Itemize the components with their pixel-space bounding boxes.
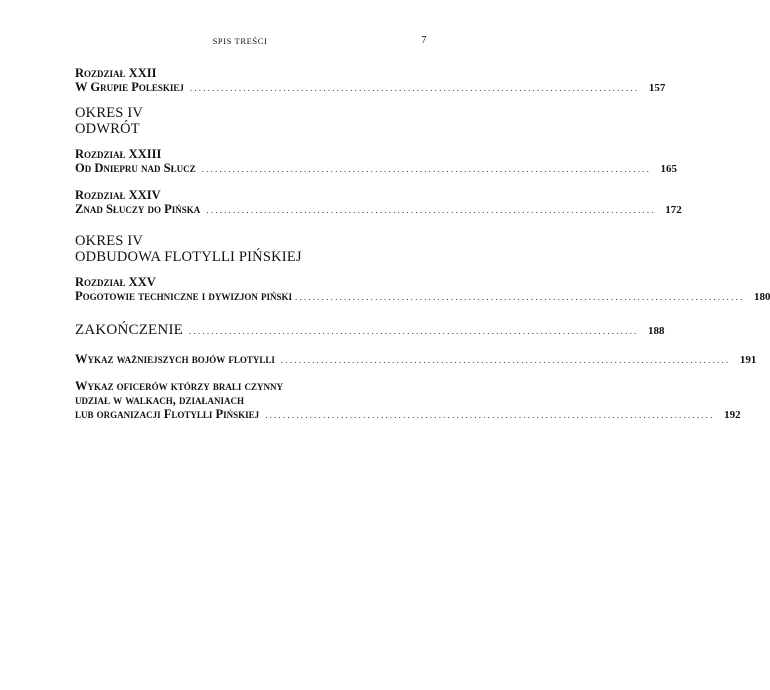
officers-title-line-1: Wykaz oficerów którzy brali czynny — [75, 379, 284, 393]
period-label: OKRES IV — [75, 233, 144, 249]
period-title: ODWRÓT — [75, 121, 140, 137]
toc-entry-battles — [75, 352, 757, 367]
chapter-page: 165 — [660, 163, 678, 175]
ending-page: 188 — [647, 325, 665, 337]
dot-leader: ..................................................................................................... — [189, 326, 639, 336]
toc-row[interactable] — [75, 161, 678, 176]
dot-leader: ..................................................................................................... — [265, 410, 715, 420]
toc-period-4-rebuild — [75, 233, 425, 265]
chapter-title: Pogotowie techniczne i dywizjon piński — [75, 289, 293, 303]
dot-leader: ..................................................................................................... — [189, 83, 640, 93]
toc-period-4-retreat — [75, 105, 425, 137]
ending-title: ZAKOŃCZENIE — [75, 322, 184, 338]
toc-entry-chapter-23 — [75, 147, 678, 176]
toc-row[interactable] — [75, 407, 741, 422]
chapter-title: Od Dniepru nad Słucz — [75, 161, 196, 175]
table-of-contents — [75, 66, 770, 422]
toc-row[interactable] — [75, 289, 770, 304]
chapter-page: 180 — [753, 291, 770, 303]
officers-title-line-2: udział w walkach, działaniach — [75, 393, 245, 407]
battles-title: Wykaz ważniejszych bojów flotylli — [75, 352, 275, 366]
period-label: OKRES IV — [75, 105, 144, 121]
period-title: ODBUDOWA FLOTYLLI PIŃSKIEJ — [75, 249, 302, 265]
dot-leader: ..................................................................................................... — [206, 205, 656, 215]
toc-entry-chapter-25 — [75, 275, 770, 304]
toc-entry-ending — [75, 322, 665, 338]
running-head-title: SPIS TREŚCI — [212, 36, 268, 46]
toc-entry-chapter-22 — [75, 66, 666, 95]
chapter-page: 157 — [648, 82, 666, 94]
officers-title-line-3: lub organizacji Flotylli Pińskiej — [75, 407, 260, 421]
chapter-title: W Grupie Poleskiej — [75, 80, 184, 94]
toc-row[interactable] — [75, 80, 666, 95]
dot-leader: ..................................................................................................... — [295, 292, 745, 302]
dot-leader: ..................................................................................................... — [201, 164, 652, 174]
chapter-title: Znad Słuczy do Pińska — [75, 202, 201, 216]
chapter-label: Rozdział XXIV — [75, 188, 161, 202]
chapter-label: Rozdział XXIII — [75, 147, 162, 161]
chapter-page: 172 — [665, 204, 682, 216]
toc-entry-chapter-24 — [75, 188, 682, 217]
page-number: 7 — [421, 35, 427, 46]
battles-page: 191 — [739, 354, 757, 366]
dot-leader: ..................................................................................................... — [280, 355, 731, 365]
toc-row[interactable] — [75, 322, 665, 338]
toc-entry-officers — [75, 379, 741, 422]
chapter-label: Rozdział XXV — [75, 275, 156, 289]
toc-row[interactable] — [75, 202, 682, 217]
chapter-label: Rozdział XXII — [75, 66, 157, 80]
officers-page: 192 — [724, 409, 741, 421]
toc-row[interactable] — [75, 352, 757, 367]
